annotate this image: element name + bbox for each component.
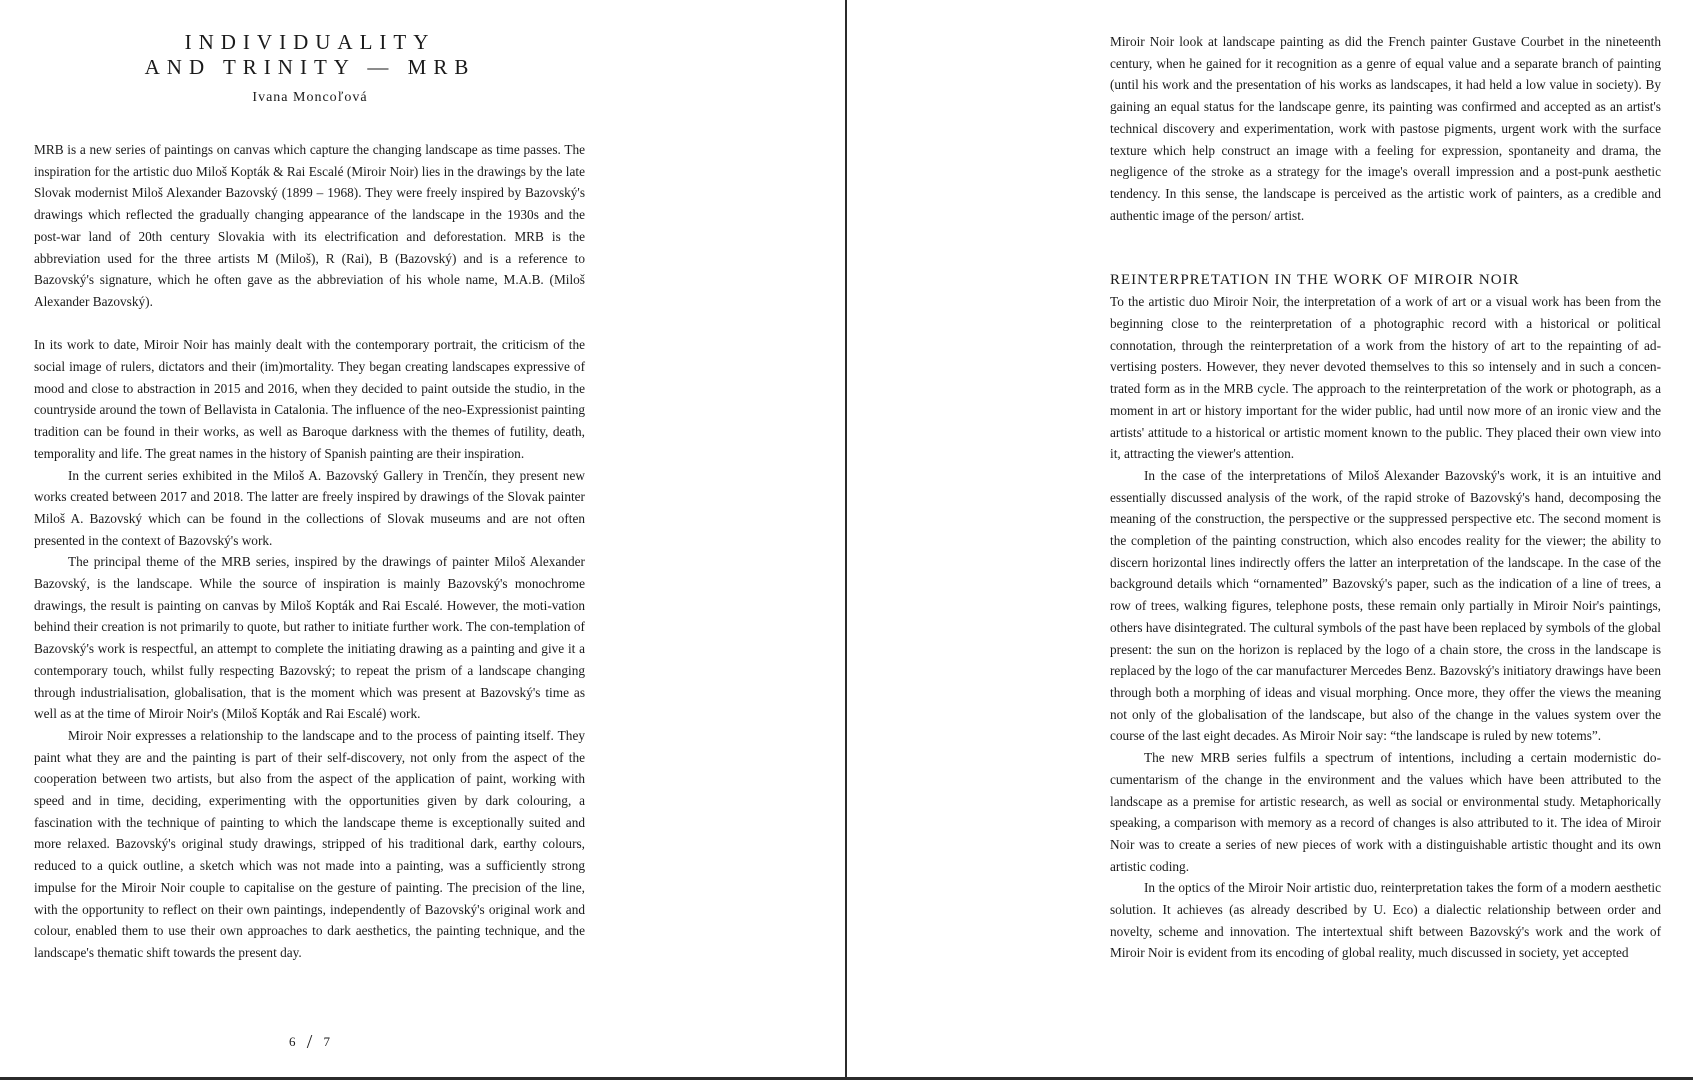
page-numbers [34,1031,586,1054]
paragraph-intro: MRB is a new series of paintings on canvas which capture the changing landscape as time passes. The inspiration for the artistic duo Miloš Kopták & Rai Escalé (Miroir Noir) lies in the drawings by the late Slovak modernist Miloš Alexander Bazovský (1899 – 1968). They were freely inspired by Bazovský's drawings which reflected the gradually changing appearance of the landscape in the 1930s and the post-war land of 20th century Slovakia with its electrification and deforestation. MRB is the abbreviation used for the three artists M (Miloš), R (Rai), B (Bazovský) and is a reference to Bazovský's signature, which he often gave as the abbreviation of his whole name, M.A.B. (Miloš Alexander Bazovský). [34,142,585,309]
paragraph-reinterpretation: To the artistic duo Miroir Noir, the interpretation of a work of art or a visual work has been from the beginning close to the reinterpretation of a photographic record with a historical or political connotation, through the reinterpretation of a work from the history of art to the repainting of ad-vertising posters. However, they never devoted themselves to this so intensely and in such a concen-trated form as in the MRB cycle. The approach to the reinterpretation of the work or photograph, as a moment in art or history important for the wider public, had until now more of an ironic view and the artists' attitude to a historical or artistic moment known to the public. They placed their own view into it, attracting the viewer's attention. [1110,294,1661,462]
page-gutter-divider [845,0,847,1080]
page-separator: / [306,1031,314,1053]
author-name: Ivana Moncoľová [252,90,368,105]
paragraph-new-series: The new MRB series fulfils a spectrum of intentions, including a certain modernistic do-cumentarism of the change in the environment and the values which have been attributed to the landscape as a premise for artistic research, as well as social or environmental study. Metaphorically speaking, a comparison with memory as a record of changes is also attributed to it. The idea of Miroir Noir was to create a series of new pieces of work with a distinguishable artistic thought and its own artistic coding. [1110,750,1661,874]
paragraph-bazovsky-interpretation: In the case of the interpretations of Miloš Alexander Bazovský's work, it is an intuitive and essentially discussed analysis of the work, of the rapid stroke of Bazovský's hand, decomposing the meaning of the construction, the perspective or the suppressed perspective etc. The second moment is the completion of the painting construction, which also encodes reality for the viewer; the ability to discern horizontal lines indirectly offers the latter an interpretation of the landscape. In the case of the background details which “ornamented” Bazovský's paper, such as the indication of a line of trees, a row of trees, walking figures, telephone posts, these remain only partially in Miroir Noir's paintings, others have disintegrated. The cultural symbols of the past have been replaced by symbols of the global present: the sun on the horizon is replaced by the logo of a chain store, the cross in the landscape is replaced by the logo of the car manufacturer Mercedes Benz. Bazovský's initiatory drawings have been through both a morphing of ideas and visual morphing. Once more, they offer the views the meaning not only of the globalisation of the landscape, but also of the change in the values system over the course of the last eight decades. As Miroir Noir say: “the landscape is ruled by new totems”. [1110,467,1661,744]
section-heading: REINTERPRETATION IN THE WORK OF MIROIR NOIR [1110,272,1520,289]
left-page-number: 6 [288,1034,297,1049]
paragraph-current-series: In the current series exhibited in the Miloš A. Bazovský Gallery in Trenčín, they present new works created between 2017 and 2018. The latter are freely inspired by drawings of the Slovak painter Miloš A. Bazovský which can be found in the collections of Slovak museums and are not often presented in the context of Bazovský's work. [34,467,585,548]
title-line-1: INDIVIDUALITY [184,30,436,54]
title-line-2: AND TRINITY — MRB [144,55,476,79]
paragraph-optics: In the optics of the Miroir Noir artistic duo, reinterpretation takes the form of a modern aesthetic solution. It achieves (as already described by U. Eco) a dialectic relationship between order and novelty, scheme and innovation. The intertextual shift between Bazovský's work and the work of Miroir Noir is evident from its encoding of global reality, much discussed in society, yet accepted [1110,880,1661,961]
paragraph-courbet: Miroir Noir look at landscape painting as did the French painter Gustave Courbet in the nineteenth century, when he gained for it recognition as a genre of equal value and a separate branch of painting (until his work and the presentation of his works as landscapes, it had held a low value in society). By gaining an equal status for the landscape genre, its painting was confirmed and accepted as an artist's technical discovery and experimentation, work with pastose pigments, urgent work with the surface texture which help construct an image with a feeling for expression, spontaneity and drama, the negligence of the stroke as a strategy for the image's overall impression and a post-punk aesthetic tendency. In this sense, the landscape is perceived as the artistic work of painters, as a credible and authentic image of the person/ artist. [1110,34,1661,223]
paragraph-work-to-date: In its work to date, Miroir Noir has mainly dealt with the contemporary portrait, the criticism of the social image of rulers, dictators and their (im)mortality. They began creating landscapes expressive of mood and close to abstraction in 2015 and 2016, when they decided to paint outside the studio, in the countryside around the town of Bellavista in Catalonia. The influence of the neo-Expressionist painting tradition can be found in their works, as well as Baroque darkness with the themes of futility, death, temporality and life. The great names in the history of Spanish painting are their inspiration. [34,337,585,461]
right-page [848,0,1693,1080]
right-text-column [1110,31,1661,964]
left-text-column [34,139,585,964]
article-title [34,30,586,80]
paragraph-principal-theme: The principal theme of the MRB series, inspired by the drawings of painter Miloš Alexander Bazovský, is the landscape. While the source of inspiration is mainly Bazovský's monochrome drawings, the result is painting on canvas by Miloš Kopták and Rai Escalé. However, the moti-vation behind their creation is not primarily to quote, but rather to initiate further work. The con-templation of Bazovský's work is respectful, an attempt to complete the initiating drawing as a painting and give it a contemporary touch, whilst fully respecting Bazovský; to repeat the prism of a landscape changing through industrialisation, globalisation, that is the moment which was present at Bazovský's time as well as at the time of Miroir Noir's (Miloš Kopták and Rai Escalé) work. [34,554,585,722]
left-page [0,0,846,1080]
right-page-number: 7 [323,1034,332,1049]
paragraph-relationship: Miroir Noir expresses a relationship to the landscape and to the process of painting itself. They paint what they are and the painting is part of their self-discovery, not only from the aspect of the cooperation between two artists, but also from the aspect of the application of paint, working with speed and in time, deciding, experimenting with the opportunities given by dark colouring, a fascination with the technique of painting to which the landscape theme is exceptionally suited and more relaxed. Bazovský's original study drawings, stripped of his traditional dark, earthy colours, reduced to a quick outline, a sketch which was not made into a painting, was a sufficiently strong impulse for the Miroir Noir couple to capitalise on the gesture of painting. The precision of the line, with the opportunity to reflect on their own paintings, independently of Bazovský's original work and colour, enabled them to use their own approaches to dark aesthetics, the painting technique, and the landscape's thematic shift towards the present day. [34,727,585,960]
